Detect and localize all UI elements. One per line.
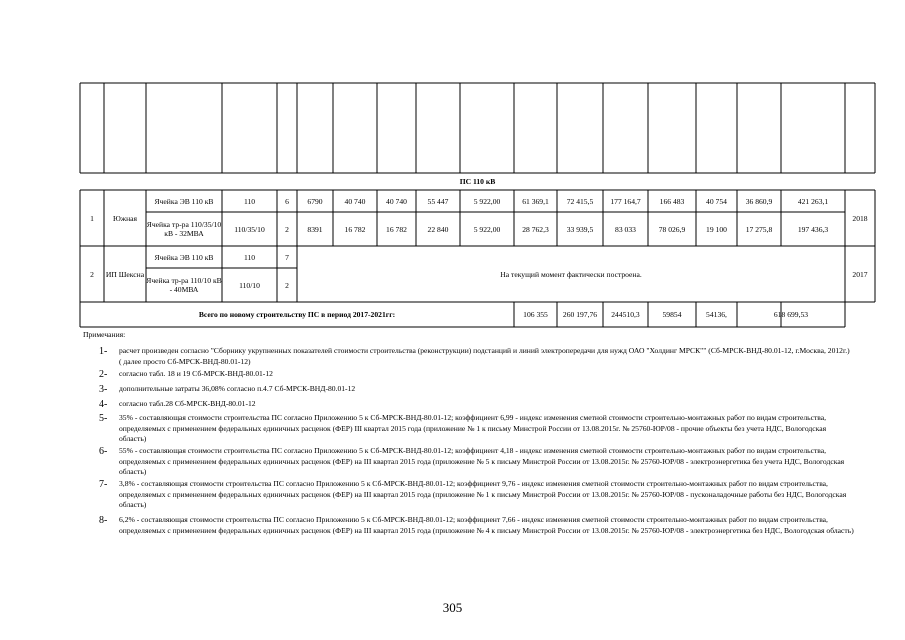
total-value: 59854 [662, 310, 682, 319]
value-cell: 6790 [307, 196, 323, 206]
page-number: 305 [442, 600, 463, 615]
value-cell: 33 939,5 [566, 224, 594, 234]
value-cell: 78 026,9 [658, 224, 686, 234]
note-number: 2- [99, 369, 108, 380]
value-cell: 28 762,3 [522, 224, 549, 234]
note-text: расчет произведен согласно "Сборнику укрупненных показателей стоимости строительства (реконструкции) подстанций и линий электропередачи для нужд ОАО "Холдинг МРСК"" (Сб-МРСК-ВНД-80.01-12, г.Москва, 2012г.) ( далее просто Сб-МРСК-ВНД-80.01-12) [119, 346, 850, 366]
quantity-cell: 6 [285, 196, 289, 206]
equipment-item: Ячейка ЭВ 110 кВ [154, 196, 214, 206]
value-cell: 40 754 [706, 196, 727, 206]
value-cell: 5 922,00 [473, 196, 501, 206]
value-cell: 83 033 [615, 224, 636, 234]
value-cell: 72 415,5 [566, 196, 594, 206]
note-number: 7- [99, 479, 108, 490]
equipment-item: Ячейка тр-ра 110/35/10 кВ - 32МВА [146, 220, 222, 238]
note-number: 1- [99, 346, 108, 357]
note-number: 6- [99, 446, 108, 457]
note-number: 5- [99, 413, 108, 424]
value-cell: 40 740 [386, 196, 407, 206]
value-cell: 177 164,7 [610, 196, 641, 206]
notes-title: Примечания: [83, 330, 126, 339]
total-value: 618 699,53 [773, 310, 809, 319]
note-number: 3- [99, 384, 108, 395]
value-cell: 421 263,1 [797, 196, 829, 206]
substation-name: ИП Шексна [105, 269, 145, 279]
section-header: ПС 110 кВ [459, 177, 496, 186]
equipment-item: Ячейка тр-ра 110/10 кВ - 40МВА [146, 276, 222, 294]
value-cell: 16 782 [344, 224, 366, 234]
value-cell: 40 740 [344, 196, 366, 206]
total-value: 54136, [706, 310, 727, 319]
row-number: 1 [90, 213, 94, 223]
voltage-cell: 110/10 [239, 280, 260, 290]
row-number: 2 [90, 269, 94, 279]
value-cell: 5 922,00 [473, 224, 501, 234]
equipment-item: Ячейка ЭВ 110 кВ [154, 252, 214, 262]
note-text: дополнительные затраты 36,08% согласно п.4.7 Сб-МРСК-ВНД-80.01-12 [119, 384, 356, 393]
note-text: согласно табл.28 Сб-МРСК-ВНД-80.01-12 [119, 399, 256, 408]
total-value: 260 197,76 [562, 310, 598, 319]
status-note: На текущий момент фактически построена. [500, 269, 642, 279]
total-value: 106 355 [523, 310, 548, 319]
quantity-cell: 2 [285, 280, 289, 290]
note-text: 35% - составляющая стоимости строительства ПС согласно Приложению 5 к Сб-МРСК-ВНД-80.01-12; коэффициент 6,99 - индекс изменения сметной стоимости строительно-монтажных работ по видам строительства, определяемых с применением федеральных единичных расценок (ФЕР) III квартал 2015 года (приложение № 1 к письму Минстрой России от 13.08.2015г. № 25760-ЮР/08 - прочие объекты без учета НДС, Вологодская область) [119, 413, 827, 443]
value-cell: 166 483 [659, 196, 685, 206]
value-cell: 19 100 [706, 224, 727, 234]
note-number: 8- [99, 515, 108, 526]
note-text: 55% - составляющая стоимости строительства ПС согласно Приложению 5 к Сб-МРСК-ВНД-80.01-12; коэффициент 4,18 - индекс изменения сметной стоимости строительно-монтажных работ по видам строительства, определяемых с применением федеральных единичных расценок (ФЕР) на III квартал 2015 года (приложение № 5 к письму Минстрой России от 13.08.2015г. № 25760-ЮР/08 - электроэнергетика без учета НДС, Вологодская область) [119, 446, 845, 476]
completion-year: 2018 [852, 213, 868, 223]
note-text: 6,2% - составляющая стоимости строительства ПС согласно Приложению 5 к Сб-МРСК-ВНД-80.01-12; коэффициент 7,66 - индекс изменения сметной стоимости строительно-монтажных работ по видам строительства, определяемых с применением федеральных единичных расценок (ФЕР) на III квартал 2015 года (приложение № 4 к письму Минстрой России от 13.08.2015г. № 25760-ЮР/08 - электроэнергетика без НДС, Вологодская область) [119, 515, 854, 535]
value-cell: 61 369,1 [522, 196, 549, 206]
note-text: 3,8% - составляющая стоимости строительства ПС согласно Приложению 5 к Сб-МРСК-ВНД-80.01-12; коэффициент 9,76 - индекс изменения сметной стоимости строительно-монтажных работ по видам строительства, определяемых с применением федеральных единичных расценок (ФЕР) на III квартал 2015 года (приложение № 1 к письму Минстрой России от 13.08.2015г. № 25760-ЮР/08 - пусконаладочные работы без НДС, Вологодская область) [119, 479, 847, 509]
quantity-cell: 2 [285, 224, 289, 234]
total-label: Всего по новому строительству ПС в период 2017-2021гг: [198, 310, 396, 319]
value-cell: 17 275,8 [745, 224, 773, 234]
quantity-cell: 7 [285, 252, 289, 262]
voltage-cell: 110 [243, 252, 256, 262]
value-cell: 22 840 [427, 224, 449, 234]
voltage-cell: 110 [243, 196, 256, 206]
value-cell: 16 782 [386, 224, 407, 234]
completion-year: 2017 [852, 269, 868, 279]
value-cell: 8391 [307, 224, 323, 234]
voltage-cell: 110/35/10 [234, 224, 265, 234]
note-text: согласно табл. 18 и 19 Сб-МРСК-ВНД-80.01-12 [119, 369, 273, 378]
substation-name: Южная [112, 213, 138, 223]
total-value: 244510,3 [611, 310, 640, 319]
value-cell: 197 436,3 [797, 224, 829, 234]
note-number: 4- [99, 399, 108, 410]
value-cell: 55 447 [427, 196, 449, 206]
value-cell: 36 860,9 [745, 196, 773, 206]
